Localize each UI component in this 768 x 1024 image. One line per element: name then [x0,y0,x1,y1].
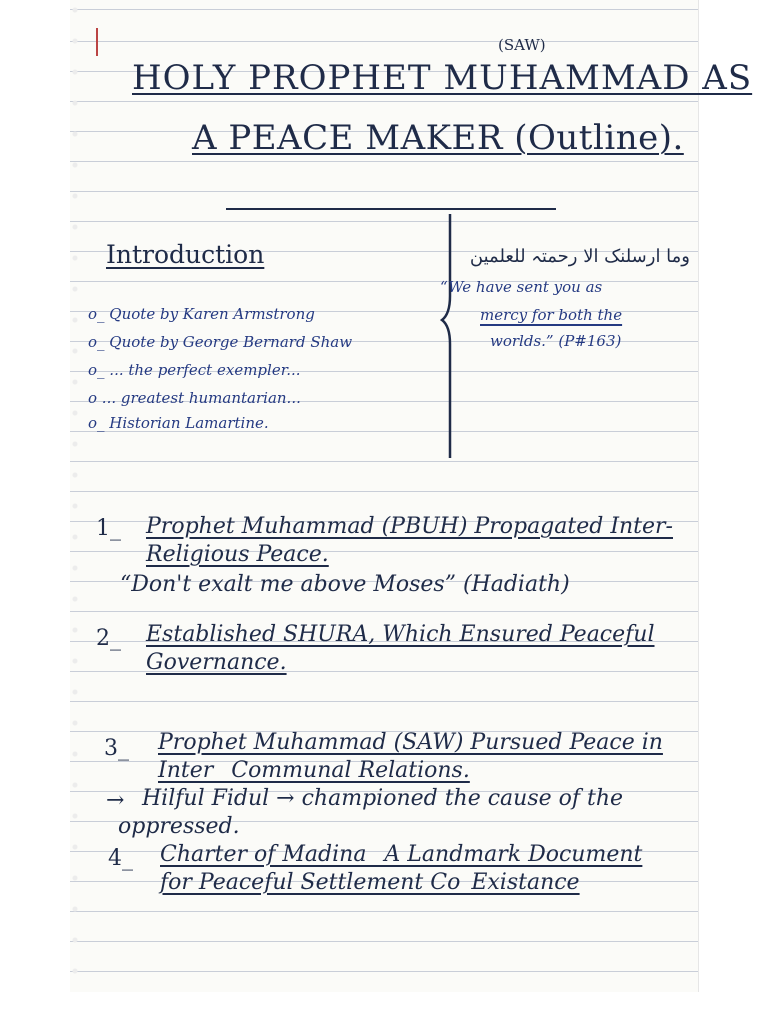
intro-item: o_ Quote by George Bernard Shaw [88,333,353,351]
title-superscript: (SAW) [498,36,546,54]
point-heading: Charter of Madina_ A Landmark Document [160,842,643,867]
point-subtext: oppressed. [118,814,240,839]
hadith-quote: “Don't exalt me above Moses” (Hadiath) [120,572,570,597]
point-heading: Governance. [146,650,287,675]
point-heading: Prophet Muhammad (PBUH) Propagated Inter- [146,514,673,539]
intro-item: o_ Historian Lamartine. [88,414,269,432]
page-title-line1: HOLY PROPHET MUHAMMAD AS [132,58,753,98]
point-number: 2_ [96,626,121,651]
arrow-icon: → [106,788,125,813]
quote-line: “We have sent you as [440,278,603,296]
intro-item: o ... greatest humantarian... [88,389,301,407]
margin-mark [96,28,98,56]
title-divider [226,208,556,210]
point-heading: for Peaceful Settlement Co_Existance [160,870,580,895]
point-subtext: Hilful Fidul → championed the cause of the [142,786,624,811]
introduction-heading: Introduction [106,240,265,269]
intro-item: o_ Quote by Karen Armstrong [88,305,315,323]
quote-line: worlds.” (P#163) [490,332,622,350]
point-heading: Religious Peace. [146,542,329,567]
point-number: 4_ [108,846,133,871]
point-number: 1_ [96,516,121,541]
page-perforation [72,0,78,992]
page-title-line2: A PEACE MAKER (Outline). [192,118,684,158]
point-number: 3_ [104,736,129,761]
point-heading: Established SHURA, Which Ensured Peaceful [146,622,655,647]
quote-line: mercy for both the [480,306,623,324]
point-heading: Prophet Muhammad (SAW) Pursued Peace in [158,730,663,755]
intro-item: o_ ... the perfect exempler... [88,361,301,379]
arabic-verse: وما ارسلنک الا رحمتہ للعلمین [469,246,690,267]
point-heading: Inter_ Communal Relations. [158,758,470,783]
